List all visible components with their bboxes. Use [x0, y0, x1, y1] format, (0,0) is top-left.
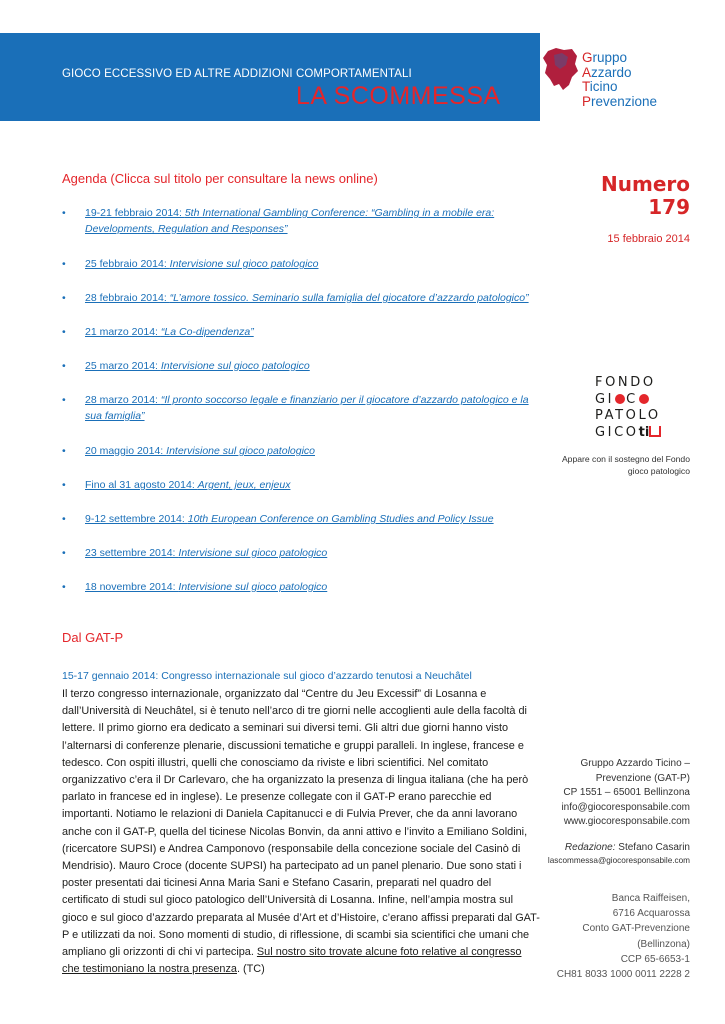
agenda-link[interactable]: 25 febbraio 2014: Intervisione sul gioco patologico — [85, 258, 319, 270]
agenda-link[interactable]: 20 maggio 2014: Intervisione sul gioco patologico — [85, 445, 315, 457]
email-link[interactable]: info@giocoresponsabile.com — [561, 801, 690, 813]
publication-title: LA SCOMMESSA — [296, 82, 501, 110]
article-photos-link[interactable]: Sul nostro sito trovate alcune foto relative al congresso che testimoniano la nostra presenza — [62, 946, 522, 976]
agenda-link[interactable]: Fino al 31 agosto 2014: Argent, jeux, enjeux — [85, 479, 291, 491]
agenda-link[interactable]: 21 marzo 2014: “La Co-dipendenza” — [85, 326, 254, 338]
red-dot-icon — [615, 394, 625, 404]
agenda-item: • 20 maggio 2014: Intervisione sul gioco patologico — [62, 443, 542, 459]
header-subtitle: GIOCO ECCESSIVO ED ALTRE ADDIZIONI COMPORTAMENTALI — [62, 68, 412, 80]
contact-block: Gruppo Azzardo Ticino – Prevenzione (GAT-P) CP 1551 – 65001 Bellinzona info@giocoresponsabile.com www.giocoresponsabile.com — [540, 757, 690, 830]
logo-line: Azzardo — [582, 64, 632, 80]
agenda-heading: Agenda (Clicca sul titolo per consultare la news online) — [62, 171, 378, 186]
agenda-link[interactable]: 28 marzo 2014: “Il pronto soccorso legale e finanziario per il giocatore d’azzardo patologico e la sua famiglia” — [85, 394, 529, 422]
issue-date: 15 febbraio 2014 — [607, 233, 690, 245]
agenda-item: • 28 marzo 2014: “Il pronto soccorso legale e finanziario per il giocatore d’azzardo patologico e la sua famiglia” — [62, 392, 542, 424]
agenda-link[interactable]: 18 novembre 2014: Intervisione sul gioco patologico — [85, 581, 328, 593]
ti-u-icon — [649, 426, 661, 437]
agenda-link[interactable]: 23 settembre 2014: Intervisione sul gioco patologico — [85, 547, 328, 559]
website-link[interactable]: www.giocoresponsabile.com — [563, 816, 690, 827]
article-title: 15-17 gennaio 2014: Congresso internazionale sul gioco d’azzardo tenutosi a Neuchâtel — [62, 670, 472, 682]
gatp-logo — [542, 47, 712, 117]
agenda-item: • 21 marzo 2014: “La Co-dipendenza” — [62, 324, 542, 340]
issue-label: Numero — [601, 172, 690, 196]
agenda-item: • Fino al 31 agosto 2014: Argent, jeux, enjeux — [62, 477, 542, 493]
article-body: Il terzo congresso internazionale, organizzato dal “Centre du Jeu Excessif” di Losanna e dall’Università di Neuchâtel, si è tenuto nell’arco di tre giorni nelle accoglienti aule della facoltà di lettere. Il primo giorno era dedicato a seminari sui diversi temi. Gli altri due giorni hanno visto l’alternarsi di conferenze plenarie, discussioni tematiche e gruppi paralleli. In inglese, francese e tedesco. Con ospiti illustri, quelli che conosciamo da riviste e libri scientifici. Nel comitato organizzativo c’era il Dr Carlevaro, che ha organizzato la presenza di lingua italiana (che ha però parlato in francese ed in inglese). Le presenze collegate con il GAT-P erano parecchie ed importanti. Notiamo le relazioni di Daniela Capitanucci e di Fulvia Prever, che da anni lavorano anche con il GAT-P, quella del ticinese Nicolas Bonvin, da anni attivo e l’invito a Emiliano Soldini, (ricercatore SUPSI) e Andrea Camponovo (responsabile della concezione sociale del Casinò di Mendrisio). Mauro Croce (docente SUPSI) ha partecipato ad un panel plenario. Due sono stati i poster presentati dai ticinesi Anna Maria Sani e Stefano Casarin, preparati nel quadro del certificato di studi sul gioco patologico dell’Università di Losanna. Infine, nell’ampia mostra sul gioco e sul gioco d’azzardo preparata al Musée d’Art et d’Histoire, c’erano affissi preparati dal GAT-P e utilizzati da noi. Sono momenti di studio, di riflessione, di scambi sia scientifici che umani che ampliano gli orizzonti di chi vi partecipa. Sul nostro sito trovate alcune foto relative al congresso che testimoniano la nostra presenza. (TC) — [62, 688, 540, 976]
agenda-item: • 19-21 febbraio 2014: 5th International Gambling Conference: “Gambling in a mobile era: Developments, Regulation and Responses” — [62, 205, 542, 237]
red-dot-icon — [639, 394, 649, 404]
fondo-gioco-patologico-logo: FONDO GI C PATOLO GICOti — [595, 375, 661, 440]
support-note: Appare con il sostegno del Fondo gioco patologico — [561, 454, 690, 476]
gatp-heading: Dal GAT-P — [62, 630, 124, 645]
logo-wordmark — [582, 51, 657, 109]
logo-line: Ticino — [582, 79, 618, 94]
agenda-item: • 9-12 settembre 2014: 10th European Conference on Gambling Studies and Policy Issue — [62, 511, 542, 527]
redaction-block: Redazione: Stefano Casarin lascommessa@giocoresponsabile.com — [540, 841, 690, 867]
agenda-link[interactable]: 25 marzo 2014: Intervisione sul gioco patologico — [85, 360, 310, 372]
agenda-link[interactable]: 19-21 febbraio 2014: 5th International Gambling Conference: “Gambling in a mobile era: Developments, Regulation and Responses” — [85, 207, 495, 235]
redaction-email-link[interactable]: lascommessa@giocoresponsabile.com — [547, 856, 690, 865]
bank-details: Banca Raiffeisen, 6716 Acquarossa Conto GAT-Prevenzione (Bellinzona) CCP 65-6653-1 CH81 8033 1000 0011 2228 2 — [556, 893, 690, 981]
logo-line: Gruppo — [582, 50, 628, 65]
agenda-item: • 23 settembre 2014: Intervisione sul gioco patologico — [62, 545, 542, 561]
agenda-item: • 25 marzo 2014: Intervisione sul gioco patologico — [62, 358, 542, 374]
agenda-item: • 18 novembre 2014: Intervisione sul gioco patologico — [62, 579, 542, 595]
agenda-link[interactable]: 28 febbraio 2014: “L’amore tossico. Seminario sulla famiglia del giocatore d’azzardo patologico” — [85, 292, 529, 304]
ticino-map-icon — [542, 47, 580, 91]
agenda-item: • 25 febbraio 2014: Intervisione sul gioco patologico — [62, 256, 542, 272]
agenda-item: • 28 febbraio 2014: “L’amore tossico. Seminario sulla famiglia del giocatore d’azzardo patologico” — [62, 290, 542, 306]
agenda-link[interactable]: 9-12 settembre 2014: 10th European Conference on Gambling Studies and Policy Issue — [85, 513, 494, 525]
logo-line: Prevenzione — [582, 93, 658, 109]
issue-number-block — [560, 173, 690, 219]
issue-number: 179 — [648, 195, 690, 219]
